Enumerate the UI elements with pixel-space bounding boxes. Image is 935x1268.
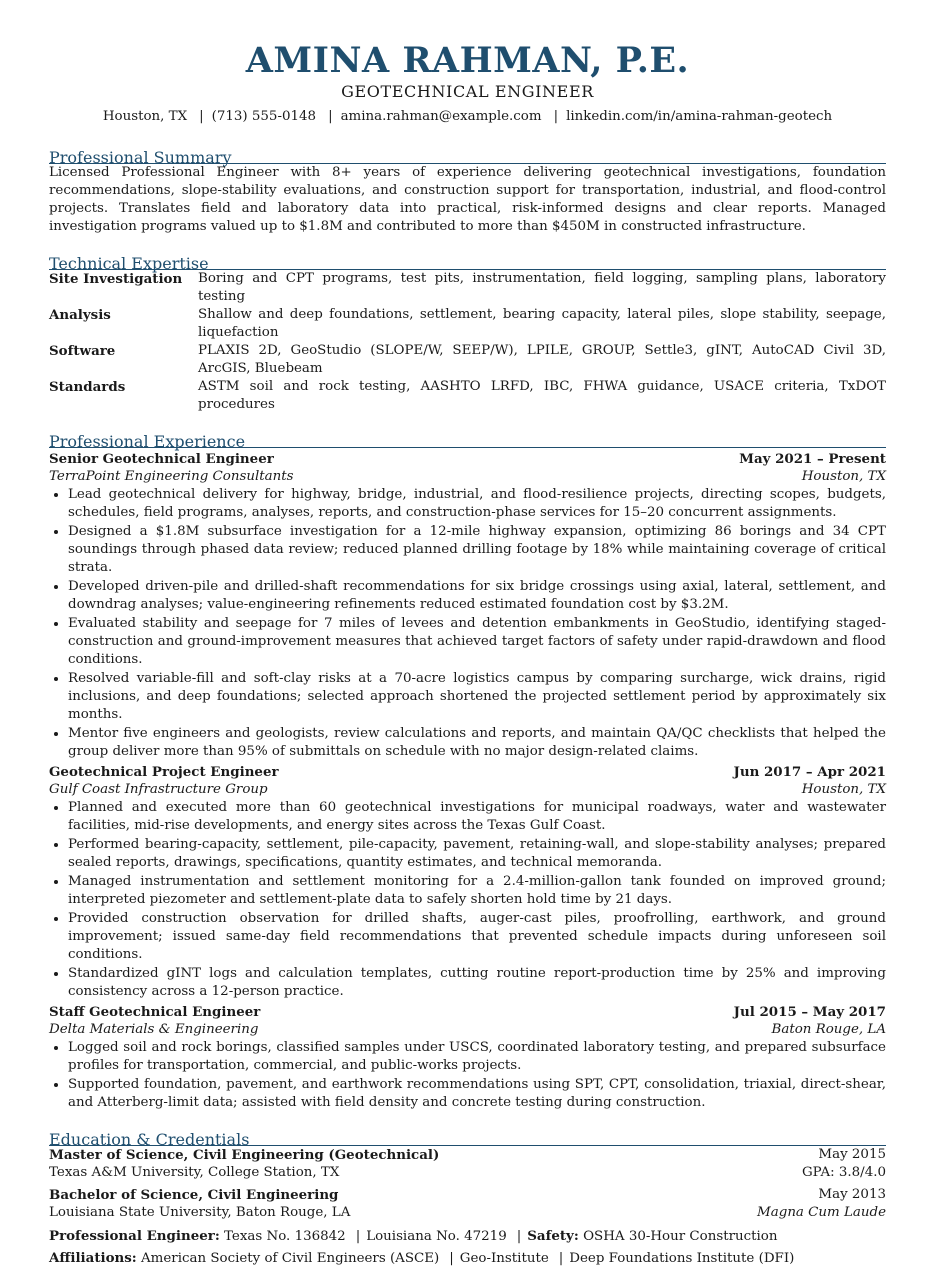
school: Texas A&M University, College Station, TX: [49, 1165, 340, 1180]
job-entry: [49, 450, 886, 761]
contact-email[interactable]: amina.rahman@example.com: [340, 109, 542, 124]
affiliation-item: American Society of Civil Engineers (ASCE): [141, 1251, 440, 1266]
job-location: Houston, TX: [801, 782, 886, 797]
safety-label: Safety:: [527, 1228, 579, 1244]
resume-page: [49, 40, 886, 1268]
job-dates: Jun 2017 – Apr 2021: [733, 764, 886, 780]
contact-linkedin[interactable]: linkedin.com/in/amina-rahman-geotech: [566, 109, 833, 124]
list-item: • Logged soil and rock borings, classified samples under USCS, coordinated laboratory testing, and prepared subsurface profiles for transportation, commercial, and public-works projects.: [68, 1039, 886, 1075]
contact-line: Houston, TX | (713) 555-0148 | amina.rahman@example.com | linkedin.com/in/amina-rahman-geotech: [102, 109, 833, 124]
job-company: Gulf Coast Infrastructure Group: [49, 782, 268, 797]
contact-location: Houston, TX: [102, 109, 188, 124]
affiliations-line: Affiliations: American Society of Civil Engineers (ASCE) | Geo-Institute | Deep Foundations Institute (DFI): [49, 1250, 795, 1266]
skills-row: [49, 270, 886, 306]
credentials-line: Professional Engineer: Texas No. 136842 | Louisiana No. 47219 | Safety: OSHA 30-Hour Construction: [49, 1228, 778, 1244]
list-item: • Planned and executed more than 60 geotechnical investigations for municipal roadways, water and wastewater facilities, mid-rise developments, and energy sites across the Texas Gulf Coast.: [68, 799, 886, 835]
safety-credential: OSHA 30-Hour Construction: [583, 1229, 778, 1244]
job-location: Baton Rouge, LA: [771, 1022, 886, 1037]
job-title: Staff Geotechnical Engineer: [49, 1004, 261, 1020]
contact-phone: (713) 555-0148: [211, 109, 317, 124]
skill-key: Software: [49, 343, 116, 359]
education-note: Magna Cum Laude: [757, 1205, 886, 1220]
skills-row: [49, 378, 886, 414]
list-item: • Resolved variable-fill and soft-clay risks at a 70-acre logistics campus by comparing surcharge, wick drains, rigid inclusions, and deep foundations; selected approach shortened the projected settlement period by approximately six months.: [68, 670, 886, 724]
degree-date: May 2015: [818, 1147, 886, 1162]
skills-row: [49, 342, 886, 378]
list-item: • Lead geotechnical delivery for highway, bridge, industrial, and flood-resilience projects, directing scopes, budgets, schedules, field programs, analyses, reports, and construction-phase services for 15–20 concurrent assignments.: [68, 486, 886, 522]
degree: Master of Science, Civil Engineering (Geotechnical): [49, 1147, 440, 1163]
list-item: • Designed a $1.8M subsurface investigation for a 12-mile highway expansion, optimizing 86 borings and 34 CPT soundings through phased data review; reduced planned drilling footage by 18% while maintaining coverage of critical strata.: [68, 523, 886, 577]
skill-value: Shallow and deep foundations, settlement, bearing capacity, lateral piles, slope stability, seepage, liquefaction: [198, 307, 886, 340]
education-note: GPA: 3.8/4.0: [801, 1165, 886, 1180]
list-item: • Developed driven-pile and drilled-shaft recommendations for six bridge crossings using axial, lateral, settlement, and downdrag analyses; value-engineering refinements reduced estimated foundation cost by $3.2M.: [68, 578, 886, 614]
list-item: • Mentor five engineers and geologists, review calculations and reports, and maintain QA/QC checklists that helped the group deliver more than 95% of submittals on schedule with no major design-related claims.: [68, 725, 886, 761]
section-title-summary: Professional Summary: [49, 149, 886, 164]
education-entry: [49, 1146, 886, 1182]
pe-louisiana: Louisiana No. 47219: [366, 1229, 507, 1244]
section-title-expertise: Technical Expertise: [49, 255, 886, 270]
job-title: Geotechnical Project Engineer: [49, 764, 279, 780]
affiliation-item: Geo-Institute: [459, 1251, 549, 1266]
section-title-education: Education & Credentials: [49, 1131, 886, 1146]
skill-key: Analysis: [49, 307, 111, 323]
job-bullets: [49, 486, 886, 761]
skill-key: Standards: [49, 379, 126, 395]
job-dates: Jul 2015 – May 2017: [733, 1004, 886, 1020]
job-bullets: [49, 1039, 886, 1112]
list-item: • Evaluated stability and seepage for 7 miles of levees and detention embankments in GeoStudio, identifying staged-construction and ground-improvement measures that achieved target factors of safety under rapid-drawdown and flood conditions.: [68, 615, 886, 669]
skill-value: PLAXIS 2D, GeoStudio (SLOPE/W, SEEP/W), LPILE, GROUP, Settle3, gINT, AutoCAD Civil 3D, ArcGIS, Bluebeam: [198, 343, 886, 376]
job-entry: [49, 1003, 886, 1112]
skills-table: [49, 270, 886, 414]
degree: Bachelor of Science, Civil Engineering: [49, 1187, 339, 1203]
list-item: • Provided construction observation for drilled shafts, auger-cast piles, proofrolling, earthwork, and ground improvement; issued same-day field recommendations that prevented schedule impacts during unforeseen soil conditions.: [68, 910, 886, 964]
job-title: Senior Geotechnical Engineer: [49, 451, 274, 467]
job-company: TerraPoint Engineering Consultants: [49, 469, 294, 484]
degree-date: May 2013: [818, 1187, 886, 1202]
summary-text: Licensed Professional Engineer with 8+ years of experience delivering geotechnical investigations, foundation recommendations, slope-stability evaluations, and construction support for transportation, industrial, and flood-control projects. Translates field and laboratory data into practical, risk-informed designs and clear reports. Managed investigation programs valued up to $1.8M and contributed to more than $450M in constructed infrastructure.: [49, 165, 886, 234]
pe-texas: Texas No. 136842: [224, 1229, 346, 1244]
candidate-name: AMINA RAHMAN, P.E.: [245, 40, 690, 81]
section-title-experience: Professional Experience: [49, 433, 886, 448]
skills-row: [49, 306, 886, 342]
pe-label: Professional Engineer:: [49, 1228, 220, 1244]
skill-value: ASTM soil and rock testing, AASHTO LRFD, IBC, FHWA guidance, USACE criteria, TxDOT procedures: [198, 379, 886, 412]
affiliation-item: Deep Foundations Institute (DFI): [569, 1251, 795, 1266]
job-dates: May 2021 – Present: [739, 451, 886, 467]
affiliations-label: Affiliations:: [49, 1250, 137, 1266]
school: Louisiana State University, Baton Rouge, LA: [49, 1205, 351, 1220]
education-entry: [49, 1186, 886, 1222]
list-item: • Performed bearing-capacity, settlement, pile-capacity, pavement, retaining-wall, and slope-stability analyses; prepared sealed reports, drawings, specifications, quantity estimates, and technical memoranda.: [68, 836, 886, 872]
job-title: GEOTECHNICAL ENGINEER: [341, 82, 594, 101]
job-entry: [49, 763, 886, 1001]
skill-value: Boring and CPT programs, test pits, instrumentation, field logging, sampling plans, laboratory testing: [198, 271, 886, 304]
skill-key: Site Investigation: [49, 271, 183, 287]
job-bullets: [49, 799, 886, 1001]
list-item: • Standardized gINT logs and calculation templates, cutting routine report-production time by 25% and improving consistency across a 12-person practice.: [68, 965, 886, 1001]
job-company: Delta Materials & Engineering: [49, 1022, 259, 1037]
list-item: • Managed instrumentation and settlement monitoring for a 2.4-million-gallon tank founded on improved ground; interpreted piezometer and settlement-plate data to safely shorten hold time by 21 days.: [68, 873, 886, 909]
job-location: Houston, TX: [801, 469, 886, 484]
list-item: • Supported foundation, pavement, and earthwork recommendations using SPT, CPT, consolidation, triaxial, direct-shear, and Atterberg-limit data; assisted with field density and concrete testing during construction.: [68, 1076, 886, 1112]
